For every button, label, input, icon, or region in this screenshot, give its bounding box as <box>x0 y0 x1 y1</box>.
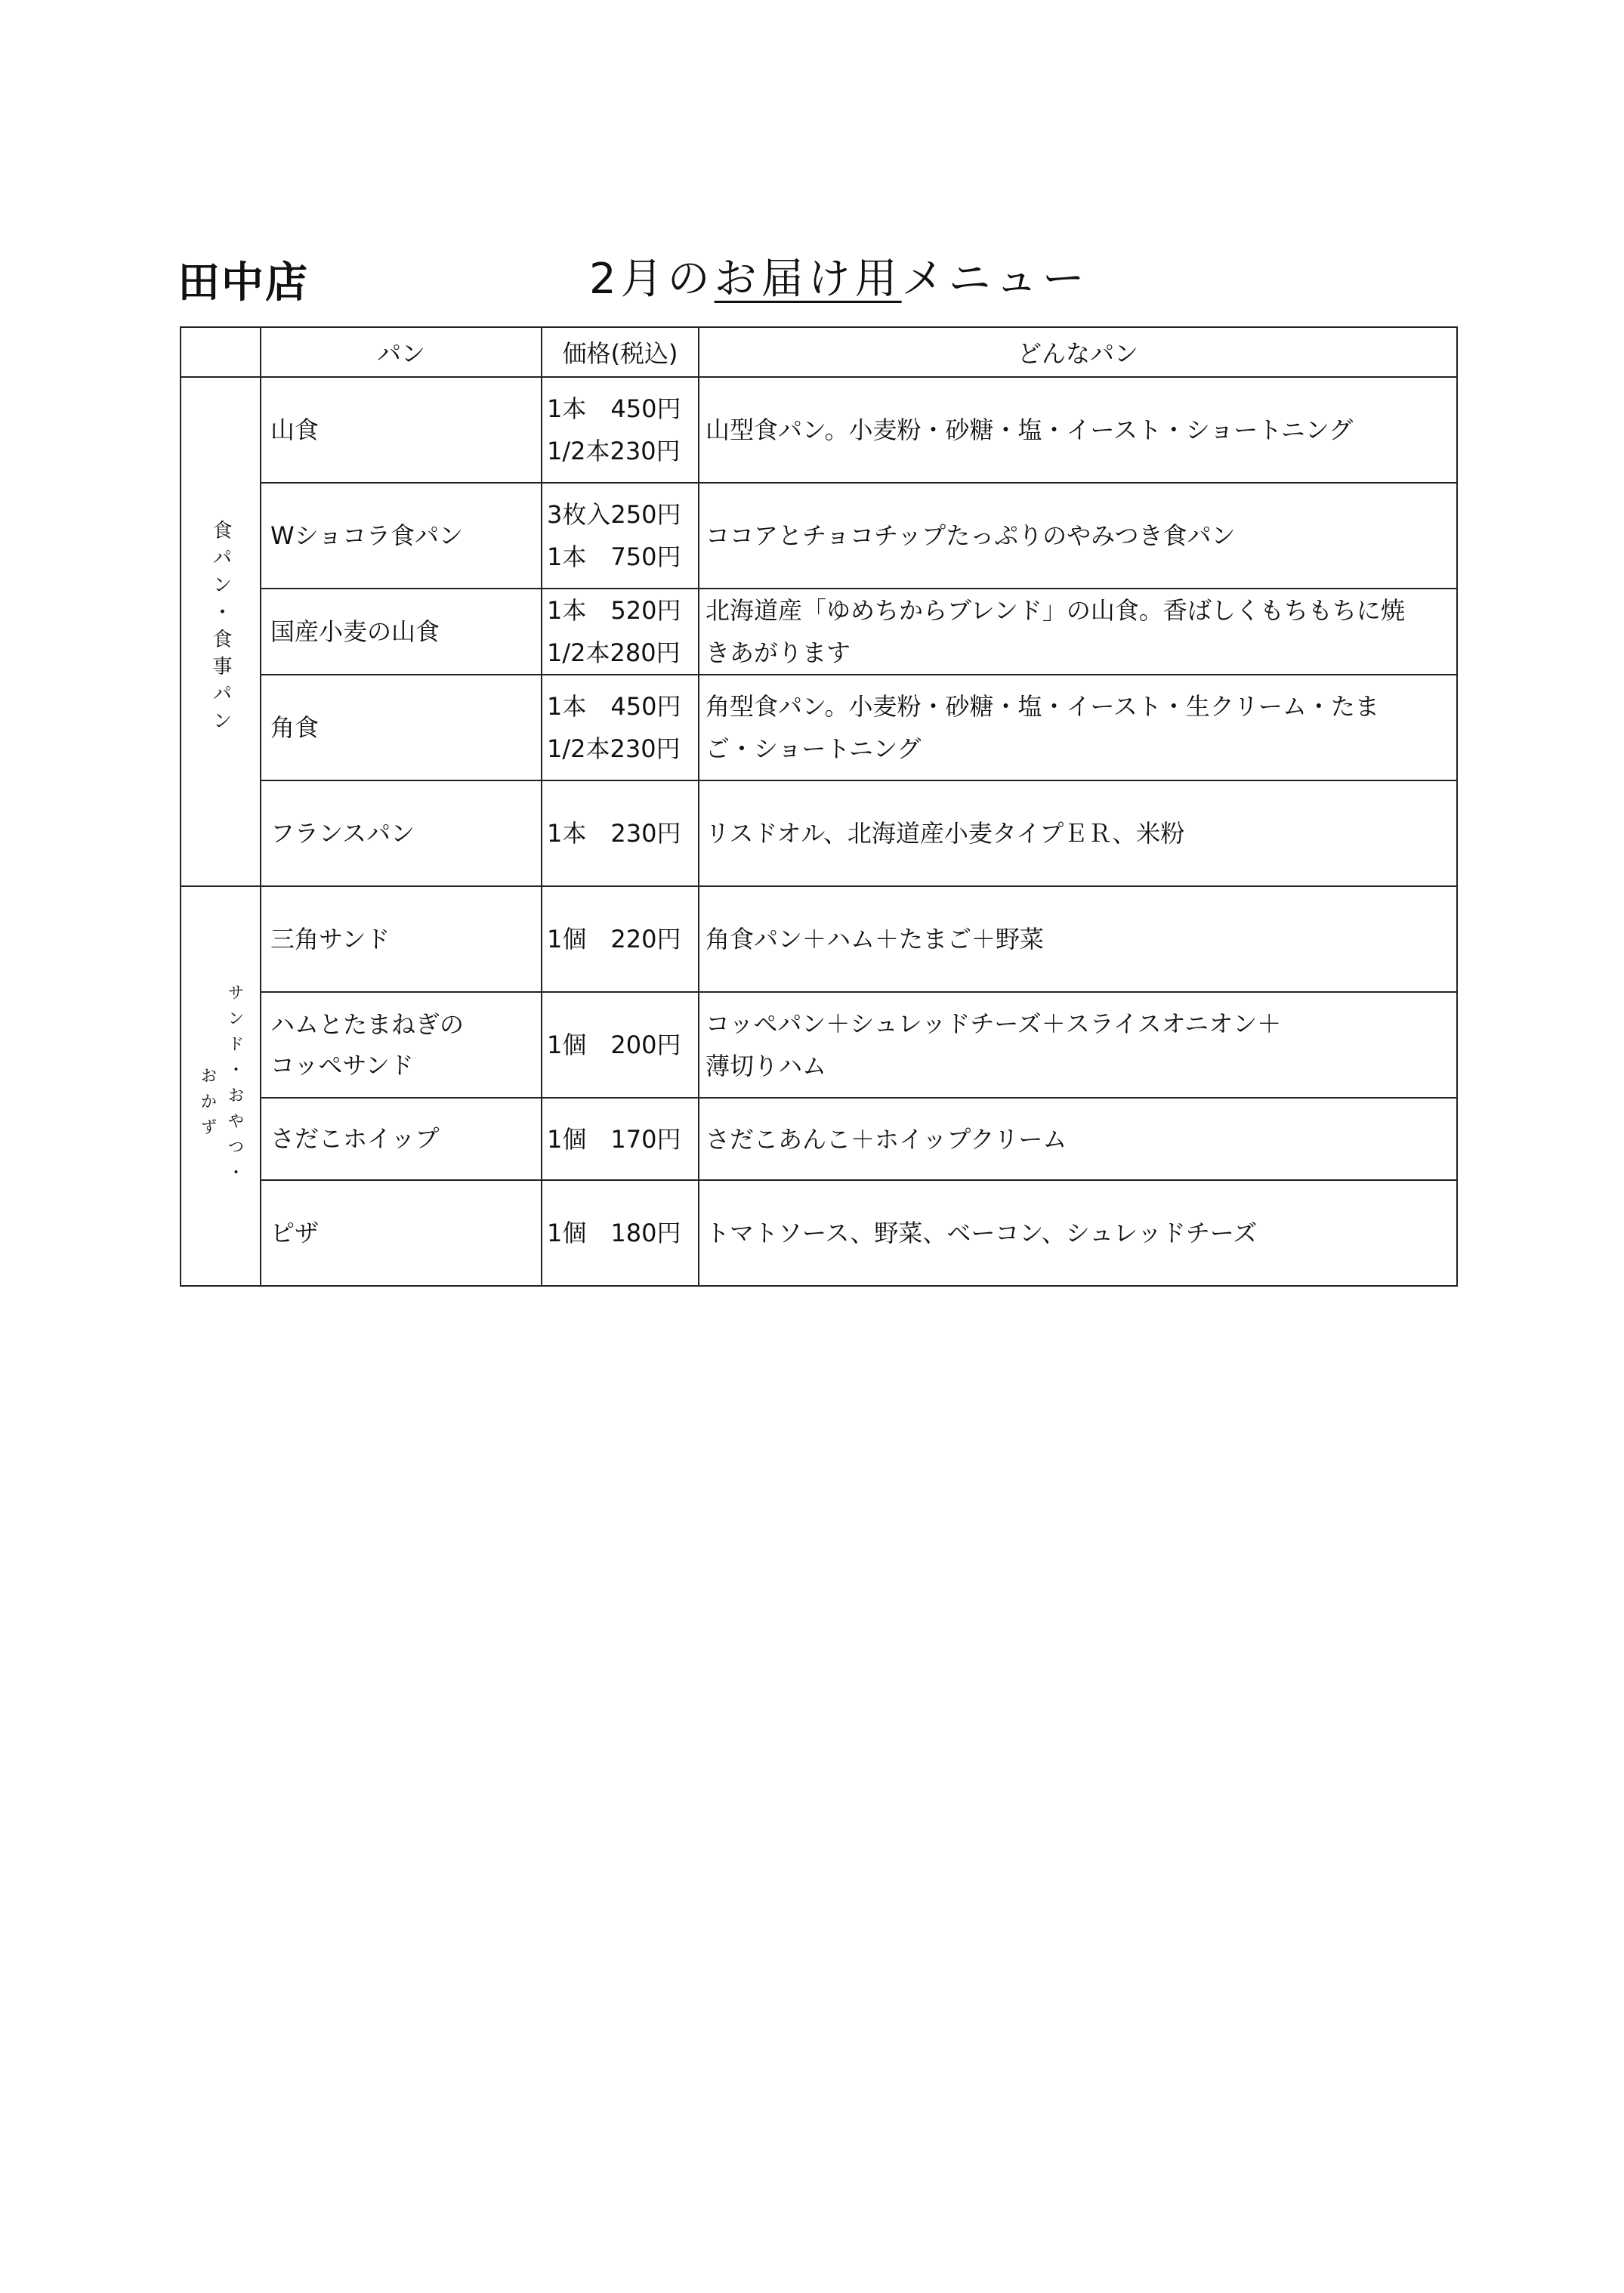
category-sandwich-label-2: おかず <box>198 1066 217 1144</box>
item-description: リスドオル、北海道産小麦タイプＥＲ、米粉 <box>699 780 1457 886</box>
table-row <box>181 377 1457 483</box>
title-suffix: メニュー <box>901 255 1089 304</box>
item-price: 1個 200円 <box>542 992 699 1098</box>
menu-table <box>180 326 1458 1287</box>
header-category <box>181 327 261 377</box>
header-row <box>181 327 1457 377</box>
item-price: 1個 220円 <box>542 886 699 992</box>
title-prefix: 2月の <box>589 255 715 304</box>
category-sandwich <box>181 886 261 1286</box>
item-name: 国産小麦の山食 <box>261 589 542 675</box>
item-description: 角食パン＋ハム＋たまご＋野菜 <box>699 886 1457 992</box>
category-bread-label: 食パン・食事パン <box>209 520 232 737</box>
item-name: ピザ <box>261 1180 542 1286</box>
category-bread <box>181 377 261 886</box>
item-description: ココアとチョコチップたっぷりのやみつき食パン <box>699 483 1457 589</box>
item-description: トマトソース、野菜、ベーコン、シュレッドチーズ <box>699 1180 1457 1286</box>
shop-name: 田中店 <box>178 258 309 307</box>
item-description: 角型食パン。小麦粉・砂糖・塩・イースト・生クリーム・たま ご・ショートニング <box>699 675 1457 780</box>
item-price: 1本 450円 1/2本230円 <box>542 675 699 780</box>
table-row <box>181 886 1457 992</box>
item-price: 1本 520円 1/2本280円 <box>542 589 699 675</box>
item-name: 角食 <box>261 675 542 780</box>
item-price: 1個 170円 <box>542 1098 699 1180</box>
item-description: 山型食パン。小麦粉・砂糖・塩・イースト・ショートニング <box>699 377 1457 483</box>
page-title <box>589 246 1089 306</box>
item-description: コッペパン＋シュレッドチーズ＋スライスオニオン＋ 薄切りハム <box>699 992 1457 1098</box>
item-name: Wショコラ食パン <box>261 483 542 589</box>
table-row <box>181 780 1457 886</box>
header-description: どんなパン <box>699 327 1457 377</box>
item-price: 1本 230円 <box>542 780 699 886</box>
table-row <box>181 589 1457 675</box>
table-row <box>181 1180 1457 1286</box>
item-price: 3枚入250円 1本 750円 <box>542 483 699 589</box>
table-row <box>181 992 1457 1098</box>
item-description: さだこあんこ＋ホイップクリーム <box>699 1098 1457 1180</box>
item-description: 北海道産「ゆめちからブレンド」の山食。香ばしくもちもちに焼 きあがります <box>699 589 1457 675</box>
item-price: 1本 450円 1/2本230円 <box>542 377 699 483</box>
category-sandwich-label-1: サンド・おやつ・ <box>225 983 244 1189</box>
table-row <box>181 675 1457 780</box>
title-underlined: お届け用 <box>714 255 902 304</box>
header-bread: パン <box>261 327 542 377</box>
item-name: 山食 <box>261 377 542 483</box>
item-name: 三角サンド <box>261 886 542 992</box>
item-name: フランスパン <box>261 780 542 886</box>
item-price: 1個 180円 <box>542 1180 699 1286</box>
item-name: さだこホイップ <box>261 1098 542 1180</box>
table-row <box>181 483 1457 589</box>
item-name: ハムとたまねぎの コッペサンド <box>261 992 542 1098</box>
table-row <box>181 1098 1457 1180</box>
header-price: 価格(税込) <box>542 327 699 377</box>
